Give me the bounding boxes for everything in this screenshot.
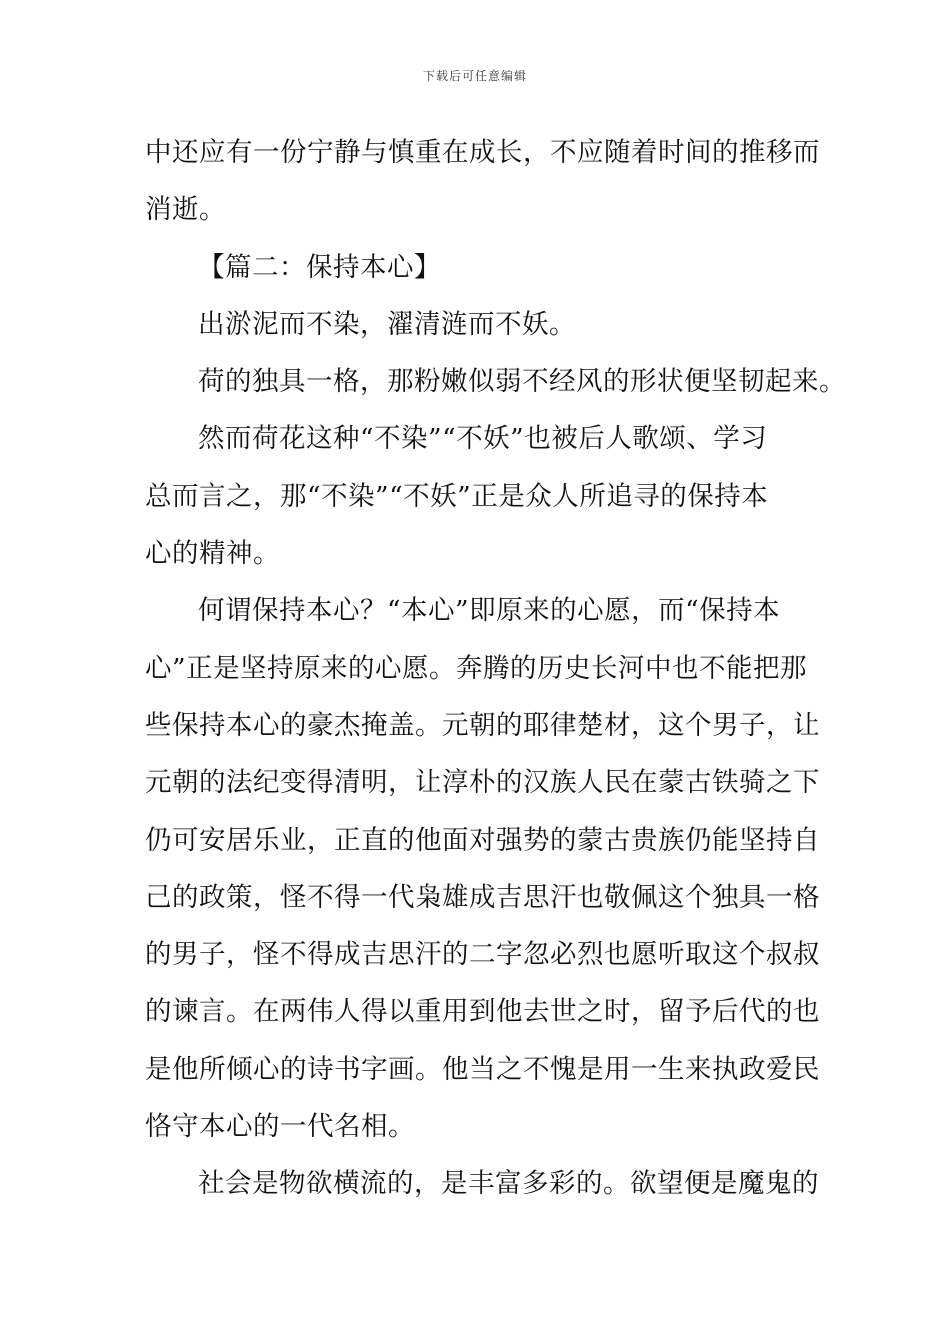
paragraph-line: 恪守本心的一代名相。 — [145, 1111, 415, 1143]
paragraph-line: 何谓保持本心？“本心”即原来的心愿，而“保持本 — [198, 595, 781, 627]
paragraph-line: 出淤泥而不染，濯清涟而不妖。 — [198, 308, 576, 340]
paragraph-line: 些保持本心的豪杰掩盖。元朝的耶律楚材，这个男子，让 — [145, 709, 820, 741]
paragraph-line: 元朝的法纪变得清明，让淳朴的汉族人民在蒙古铁骑之下 — [145, 767, 820, 799]
paragraph-line: 的谏言。在两伟人得以重用到他去世之时，留予后代的也 — [145, 996, 820, 1028]
paragraph-line: 的男子，怪不得成吉思汗的二字忽必烈也愿听取这个叔叔 — [145, 939, 820, 971]
document-body — [145, 124, 846, 1213]
paragraph-line: 然而荷花这种“不染”“不妖”也被后人歌颂、学习 — [198, 423, 768, 455]
paragraph-line: 消逝。 — [145, 194, 226, 226]
paragraph-line: 心”正是坚持原来的心愿。奔腾的历史长河中也不能把那 — [145, 652, 808, 684]
paragraph-line: 社会是物欲横流的，是丰富多彩的。欲望便是魔鬼的 — [198, 1168, 819, 1200]
paragraph-line: 心的精神。 — [145, 538, 280, 570]
paragraph-line: 仍可安居乐业，正直的他面对强势的蒙古贵族仍能坚持自 — [145, 824, 820, 856]
section-heading: 【篇二：保持本心】 — [198, 251, 441, 283]
paragraph-line: 是他所倾心的诗书字画。他当之不愧是用一生来执政爱民 — [145, 1053, 820, 1085]
paragraph-line: 己的政策，怪不得一代枭雄成吉思汗也敬佩这个独具一格 — [145, 881, 820, 913]
paragraph-line: 总而言之，那“不染”“不妖”正是众人所追寻的保持本 — [145, 480, 769, 512]
page-header: 下载后可任意编辑 — [422, 69, 527, 83]
paragraph-line: 中还应有一份宁静与慎重在成长，不应随着时间的推移而 — [145, 137, 820, 168]
paragraph-line: 荷的独具一格，那粉嫩似弱不经风的形状便坚韧起来。 — [198, 366, 846, 398]
